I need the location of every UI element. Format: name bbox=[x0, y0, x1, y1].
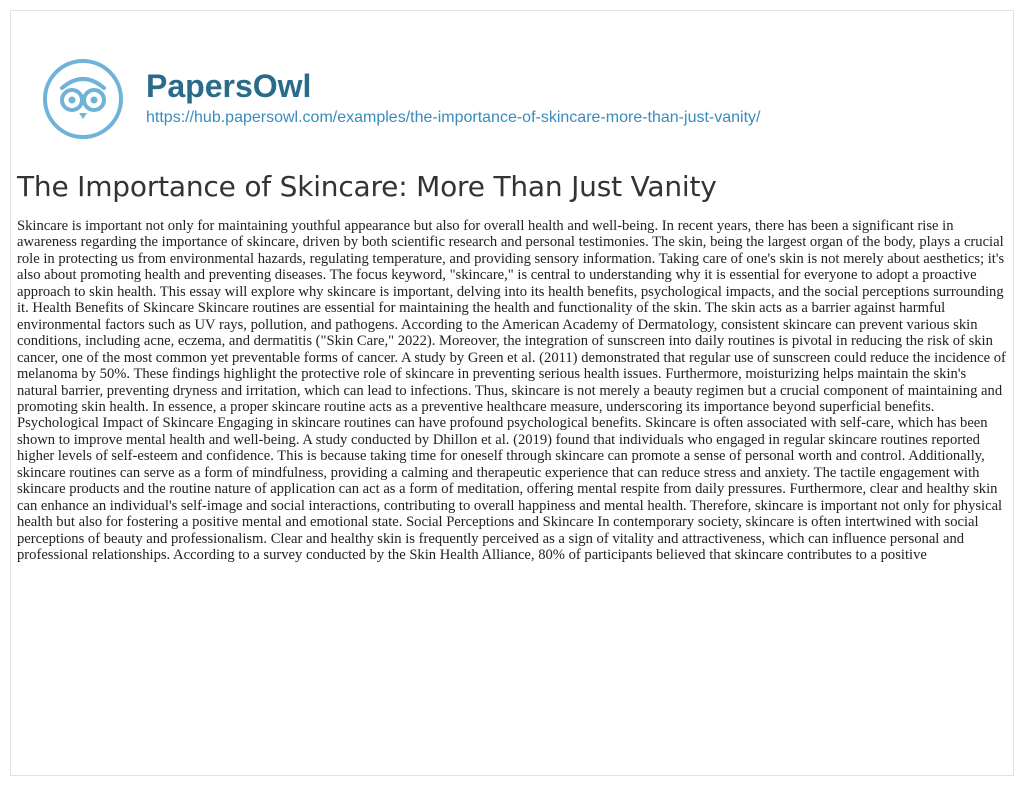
brand-text bbox=[146, 70, 760, 127]
owl-logo-icon bbox=[42, 58, 124, 140]
essay-body: Skincare is important not only for maintaining youthful appearance but also for overall health and well-being. In recent years, there has been a significant rise in awareness regarding the importance of skincare, driven by both scientific research and personal testimonies. The skin, being the largest organ of the body, plays a crucial role in protecting us from environmental hazards, regulating temperature, and providing sensory information. Taking care of one's skin is not merely about aesthetics; it's also about promoting health and preventing diseases. The focus keyword, "skincare," is central to understanding why it is essential for everyone to adopt a proactive approach to skin health. This essay will explore why skincare is important, delving into its health benefits, psychological impacts, and the social perceptions surrounding it. Health Benefits of Skincare Skincare routines are essential for maintaining the health and functionality of the skin. The skin acts as a barrier against harmful environmental factors such as UV rays, pollution, and pathogens. According to the American Academy of Dermatology, consistent skincare can prevent various skin conditions, including acne, eczema, and dermatitis ("Skin Care," 2022). Moreover, the integration of sunscreen into daily routines is pivotal in reducing the risk of skin cancer, one of the most common yet preventable forms of cancer. A study by Green et al. (2011) demonstrated that regular use of sunscreen could reduce the incidence of melanoma by 50%. These findings highlight the protective role of skincare in preventing serious health issues. Furthermore, moisturizing helps maintain the skin's natural barrier, preventing dryness and irritation, which can lead to infections. Thus, skincare is not merely a beauty regimen but a crucial component of maintaining and promoting skin health. In essence, a proper skincare routine acts as a preventive healthcare measure, underscoring its importance beyond superficial benefits. Psychological Impact of Skincare Engaging in skincare routines can have profound psychological benefits. Skincare is often associated with self-care, which has been shown to improve mental health and well-being. A study conducted by Dhillon et al. (2019) found that individuals who engaged in regular skincare routines reported higher levels of self-esteem and confidence. This is because taking time for oneself through skincare can promote a sense of personal worth and control. Additionally, skincare routines can serve as a form of mindfulness, providing a calming and therapeutic experience that can reduce stress and anxiety. The tactile engagement with skincare products and the routine nature of application can act as a form of meditation, offering mental respite from daily pressures. Furthermore, clear and healthy skin can enhance an individual's self-image and social interactions, contributing to overall happiness and mental health. Therefore, skincare is important not only for physical health but also for fostering a positive mental and emotional state. Social Perceptions and Skincare In contemporary society, skincare is often intertwined with social perceptions of beauty and professionalism. Clear and healthy skin is frequently perceived as a sign of vitality and attractiveness, which can influence personal and professional relationships. According to a survey conducted by the Skin Health Alliance, 80% of participants believed that skincare contributes to a positive bbox=[17, 218, 1006, 564]
brand-header bbox=[42, 58, 760, 140]
brand-name: PapersOwl bbox=[146, 68, 312, 105]
source-url-link[interactable]: https://hub.papersowl.com/examples/the-importance-of-skincare-more-than-just-vanity/ bbox=[146, 109, 761, 127]
essay-title: The Importance of Skincare: More Than Just Vanity bbox=[17, 170, 717, 203]
